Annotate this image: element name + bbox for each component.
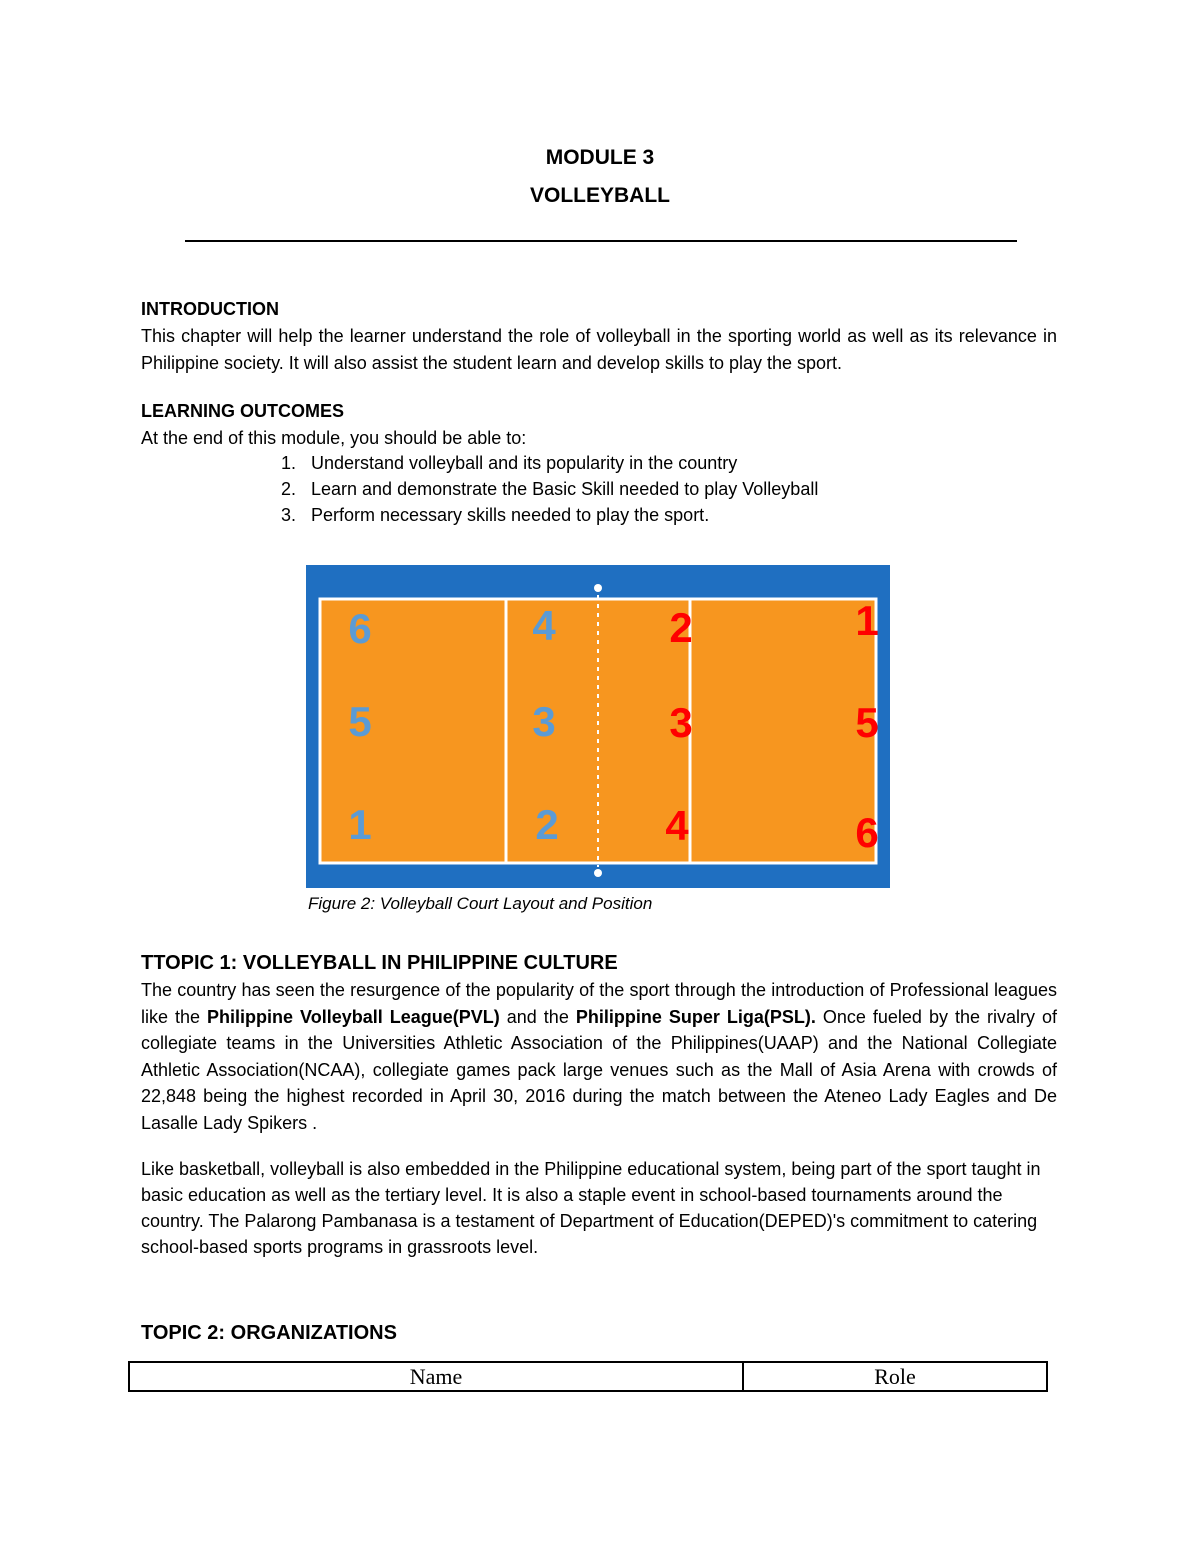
left-team-position-label: 4 [532,602,556,649]
list-item [281,502,981,528]
topic1-paragraph-2: Like basketball, volleyball is also embedded in the Philippine educational system, being part of the sport taught in basic education as well as the tertiary level. It is also a staple event in school-based tournaments around the country. The Palarong Pambanasa is a testament of Department of Education(DEPED)'s commitment to catering school-based sports programs in grassroots level. [141,1159,1041,1257]
paragraph-text: Once fueled by the rivalry of collegiate teams in the Universities Athletic Association of the Philippines(UAAP) and the National Collegiate Athletic Association(NCAA), collegiate games pack large venues such as the Mall of Asia Arena with crowds of 22,848 being the highest recorded in April 30, 2016 during the match between the Ateneo Lady Eagles and De Lasalle Lady Spikers . [141,1006,1058,1133]
introduction-section [141,296,1057,377]
right-team-position-label: 5 [855,699,879,746]
right-team-position-label: 2 [669,604,693,651]
psl-name: Philippine Super Liga(PSL). [575,1006,816,1027]
title-divider [185,240,1017,242]
module-subject: VOLLEYBALL [530,184,670,207]
paragraph-text: and the [499,1006,576,1027]
right-team-position-label: 3 [669,699,693,746]
list-item-text: Learn and demonstrate the Basic Skill needed to play Volleyball [311,479,819,499]
left-team-position-label: 5 [348,698,372,745]
learning-outcomes-heading: LEARNING OUTCOMES [141,401,345,421]
pvl-name: Philippine Volleyball League(PVL) [207,1006,500,1027]
figure-caption: Figure 2: Volleyball Court Layout and Position [308,894,653,913]
table-header-row [129,1362,1047,1391]
left-team-position-label: 3 [532,698,556,745]
list-item-number: 3. [281,505,297,525]
list-item-text: Perform necessary skills needed to play the sport. [311,505,710,525]
paragraph-text: The country has seen the resurgence of the popularity of the sport through the introduction of Professional leagues like the [141,980,1057,1027]
list-item-number: 1. [281,453,297,473]
topic1-section [141,950,1057,1136]
list-item [281,450,981,476]
net-post-top [594,584,602,592]
left-team-position-label: 6 [348,605,372,652]
left-team-position-label: 2 [535,801,559,848]
right-team-position-label: 4 [665,802,689,849]
list-item [281,476,981,502]
column-header-name: Name [129,1362,743,1391]
introduction-text: This chapter will help the learner understand the role of volleyball in the sporting world as well as its relevance in Philippine society. It will also assist the student learn and develop skills to play the sport. [141,326,1057,373]
net-post-bottom [594,869,602,877]
module-number: MODULE 3 [545,146,655,169]
introduction-heading: INTRODUCTION [141,299,279,319]
topic2-heading: TOPIC 2: ORGANIZATIONS [141,1322,397,1344]
topic2-section [141,1320,1057,1347]
learning-outcomes-list [281,450,981,528]
learning-outcomes-section [141,398,1057,451]
volleyball-court-diagram [306,565,890,888]
volleyball-court-figure [306,565,890,888]
right-team-position-label: 1 [855,597,879,644]
list-item-number: 2. [281,479,297,499]
learning-outcomes-lead: At the end of this module, you should be able to: [141,428,527,448]
topic1-heading: TTOPIC 1: VOLLEYBALL IN PHILIPPINE CULTURE [141,952,618,974]
column-header-role: Role [743,1362,1047,1391]
left-team-position-label: 1 [348,801,372,848]
list-item-text: Understand volleyball and its popularity in the country [311,453,738,473]
right-team-position-label: 6 [855,809,879,856]
organizations-table [128,1361,1048,1392]
topic1-paragraph-1 [141,977,1057,1136]
